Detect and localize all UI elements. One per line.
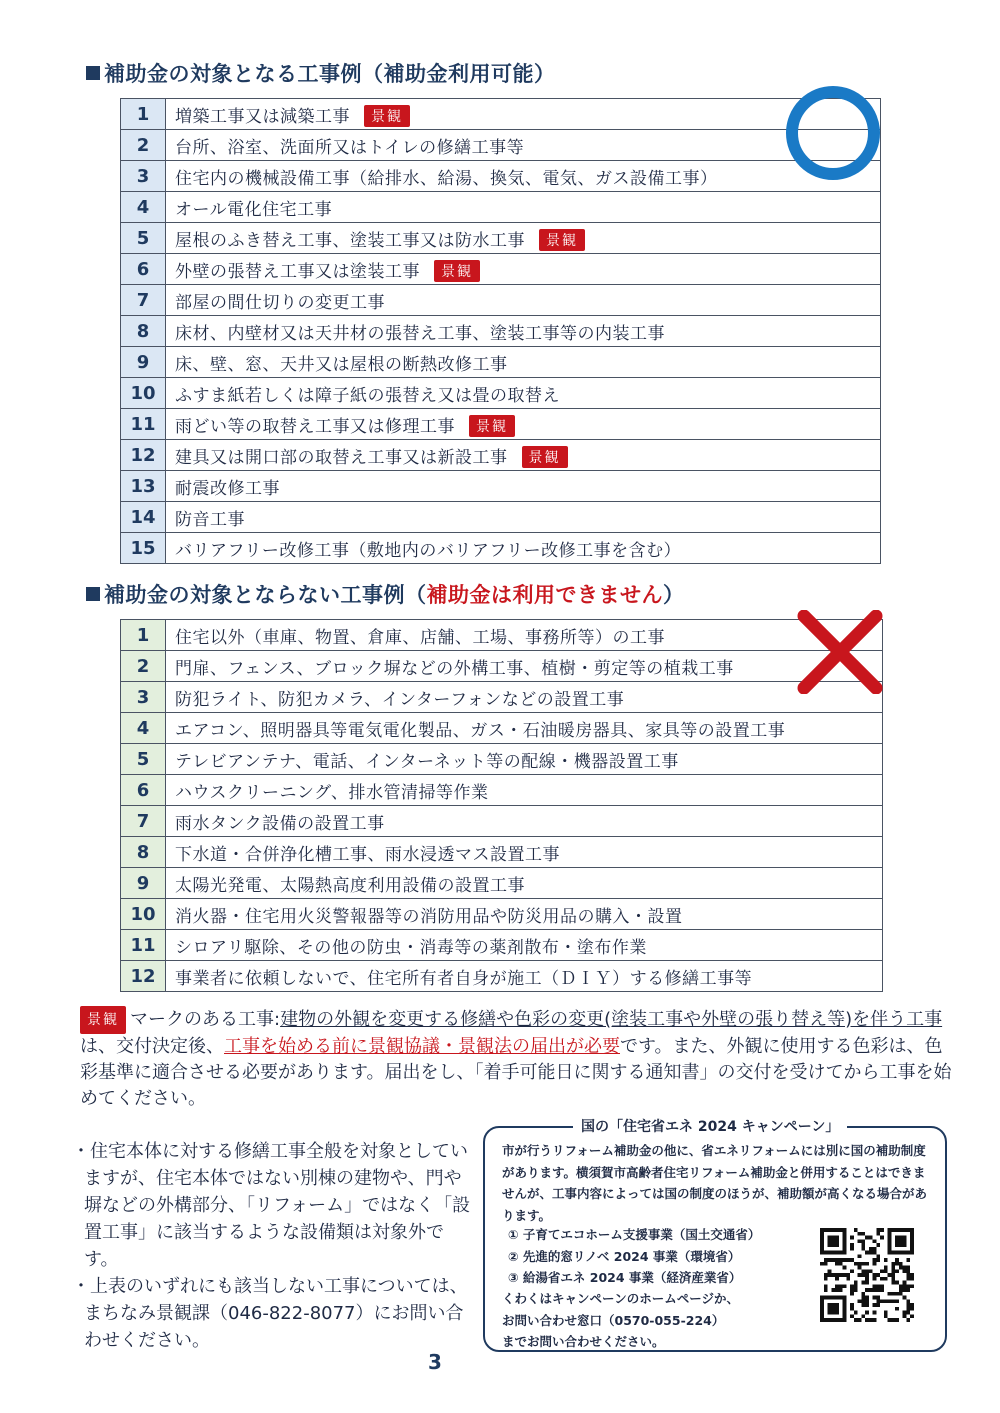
row-text: エアコン、照明器具等電気電化製品、ガス・石油暖房器具、家具等の設置工事 xyxy=(166,713,883,744)
row-text: 下水道・合併浄化槽工事、雨水浸透マス設置工事 xyxy=(166,837,883,868)
landscape-badge: 景観 xyxy=(539,229,585,251)
row-text: 屋根のふき替え工事、塗装工事又は防水工事 景観 xyxy=(166,223,881,254)
table-row xyxy=(121,130,881,161)
table-row xyxy=(121,868,883,899)
row-number: 10 xyxy=(121,899,166,930)
row-number: 11 xyxy=(121,930,166,961)
section-ineligible-heading: 補助金の対象とならない工事例（補助金は利用できません） xyxy=(86,579,685,609)
row-text: シロアリ駆除、その他の防虫・消毒等の薬剤散布・塗布作業 xyxy=(166,930,883,961)
row-number: 7 xyxy=(121,806,166,837)
list-item: ① 子育てエコホーム支援事業（国土交通省） xyxy=(508,1227,761,1242)
row-number: 8 xyxy=(121,316,166,347)
section-eligible-heading: 補助金の対象となる工事例（補助金利用可能） xyxy=(86,58,556,88)
campaign-program-list xyxy=(508,1224,760,1289)
table-row xyxy=(121,161,881,192)
table-row xyxy=(121,806,883,837)
table-row xyxy=(121,409,881,440)
table-row xyxy=(121,440,881,471)
campaign-body: 市が行うリフォーム補助金の他に、省エネリフォームには別に国の補助制度があります。横須賀市高齢者住宅リフォーム補助金と併用することはできませんが、工事内容によっては国の制度のほうが、補助額が高くなる場合があります。 xyxy=(502,1143,928,1223)
row-number: 9 xyxy=(121,868,166,899)
table-row xyxy=(121,899,883,930)
row-number: 13 xyxy=(121,471,166,502)
row-number: 7 xyxy=(121,285,166,316)
row-number: 9 xyxy=(121,347,166,378)
table-row xyxy=(121,837,883,868)
table-row xyxy=(121,744,883,775)
table-row xyxy=(121,620,883,651)
row-text: 建具又は開口部の取替え工事又は新設工事 景観 xyxy=(166,440,881,471)
landscape-badge: 景観 xyxy=(469,415,515,437)
table-row xyxy=(121,254,881,285)
square-bullet-icon xyxy=(86,66,100,80)
row-text: 防犯ライト、防犯カメラ、インターフォンなどの設置工事 xyxy=(166,682,883,713)
square-bullet-icon xyxy=(86,587,100,601)
row-number: 11 xyxy=(121,409,166,440)
row-text: ハウスクリーニング、排水管清掃等作業 xyxy=(166,775,883,806)
campaign-contact: くわくはキャンペーンのホームページか、 お問い合わせ窓口（0570-055-224） までお問い合わせください。 xyxy=(502,1291,740,1349)
campaign-title: 国の「住宅省エネ 2024 キャンペーン」 xyxy=(573,1116,847,1136)
qr-code-icon[interactable] xyxy=(820,1228,914,1322)
row-text: 部屋の間仕切りの変更工事 xyxy=(166,285,881,316)
row-number: 6 xyxy=(121,254,166,285)
table-row xyxy=(121,533,881,564)
table-row xyxy=(121,223,881,254)
table-row xyxy=(121,316,881,347)
row-number: 2 xyxy=(121,130,166,161)
row-number: 12 xyxy=(121,440,166,471)
eligible-works-table xyxy=(120,98,881,564)
ineligible-works-table xyxy=(120,619,883,992)
table-row xyxy=(121,502,881,533)
list-item: ② 先進的窓リノベ 2024 事業（環境省） xyxy=(508,1248,741,1264)
table-row xyxy=(121,285,881,316)
row-number: 15 xyxy=(121,533,166,564)
row-text: 外壁の張替え工事又は塗装工事 景観 xyxy=(166,254,881,285)
row-number: 4 xyxy=(121,192,166,223)
list-item: ・住宅本体に対する修繕工事全般を対象としていますが、住宅本体ではない別棟の建物や、門や塀などの外構部分、「リフォーム」ではなく「設置工事」に該当するような設備類は対象外です。 xyxy=(72,1141,471,1270)
row-text: 住宅以外（車庫、物置、倉庫、店舗、工場、事務所等）の工事 xyxy=(166,620,883,651)
landscape-badge: 景観 xyxy=(364,105,410,127)
cross-ng-icon xyxy=(792,610,888,694)
table-row xyxy=(121,713,883,744)
row-text: 雨どい等の取替え工事又は修理工事 景観 xyxy=(166,409,881,440)
table-row xyxy=(121,378,881,409)
list-item: ③ 給湯省エネ 2024 事業（経済産業省） xyxy=(508,1270,742,1285)
row-number: 2 xyxy=(121,651,166,682)
row-number: 5 xyxy=(121,223,166,254)
row-number: 12 xyxy=(121,961,166,992)
row-number: 3 xyxy=(121,161,166,192)
row-number: 6 xyxy=(121,775,166,806)
table-row xyxy=(121,775,883,806)
row-text: 住宅内の機械設備工事（給排水、給湯、換気、電気、ガス設備工事） xyxy=(166,161,881,192)
row-text: 耐震改修工事 xyxy=(166,471,881,502)
row-number: 8 xyxy=(121,837,166,868)
row-number: 1 xyxy=(121,620,166,651)
row-text: 床、壁、窓、天井又は屋根の断熱改修工事 xyxy=(166,347,881,378)
row-text: 事業者に依頼しないで、住宅所有者自身が施工（ＤＩＹ）する修繕工事等 xyxy=(166,961,883,992)
row-number: 5 xyxy=(121,744,166,775)
notes-list xyxy=(72,1138,472,1354)
page-number: 3 xyxy=(428,1350,442,1374)
row-number: 1 xyxy=(121,99,166,130)
table-row xyxy=(121,347,881,378)
table-row xyxy=(121,930,883,961)
row-number: 10 xyxy=(121,378,166,409)
row-text: 消火器・住宅用火災警報器等の消防用品や防災用品の購入・設置 xyxy=(166,899,883,930)
list-item: ・上表のいずれにも該当しない工事については、まちなみ景観課（046-822-8077）にお問い合わせください。 xyxy=(72,1276,468,1351)
row-number: 14 xyxy=(121,502,166,533)
row-text: 増築工事又は減築工事 景観 xyxy=(166,99,881,130)
landscape-note: 景観 マークのある工事:建物の外観を変更する修繕や色彩の変更(塗装工事や外壁の張り替え等)を伴う工事は、交付決定後、工事を始める前に景観協議・景観法の届出が必要です。また、外観に使用する色彩は、色彩基準に適合させる必要があります。届出をし、「着手可能日に関する通知書」の交付を受けてから工事を始めてください。 xyxy=(80,1006,960,1112)
row-text: 防音工事 xyxy=(166,502,881,533)
row-text: バリアフリー改修工事（敷地内のバリアフリー改修工事を含む） xyxy=(166,533,881,564)
row-text: 雨水タンク設備の設置工事 xyxy=(166,806,883,837)
landscape-badge: 景観 xyxy=(522,446,568,468)
table-row xyxy=(121,99,881,130)
table-row xyxy=(121,961,883,992)
table-row xyxy=(121,651,883,682)
circle-ok-icon xyxy=(786,86,880,180)
row-text: テレビアンテナ、電話、インターネット等の配線・機器設置工事 xyxy=(166,744,883,775)
row-text: 門扉、フェンス、ブロック塀などの外構工事、植樹・剪定等の植栽工事 xyxy=(166,651,883,682)
row-text: オール電化住宅工事 xyxy=(166,192,881,223)
table-row xyxy=(121,682,883,713)
row-text: 太陽光発電、太陽熱高度利用設備の設置工事 xyxy=(166,868,883,899)
row-number: 4 xyxy=(121,713,166,744)
landscape-badge: 景観 xyxy=(434,260,480,282)
landscape-badge: 景観 xyxy=(80,1006,126,1034)
row-text: ふすま紙若しくは障子紙の張替え又は畳の取替え xyxy=(166,378,881,409)
table-row xyxy=(121,192,881,223)
row-text: 床材、内壁材又は天井材の張替え工事、塗装工事等の内装工事 xyxy=(166,316,881,347)
row-text: 台所、浴室、洗面所又はトイレの修繕工事等 xyxy=(166,130,881,161)
table-row xyxy=(121,471,881,502)
row-number: 3 xyxy=(121,682,166,713)
